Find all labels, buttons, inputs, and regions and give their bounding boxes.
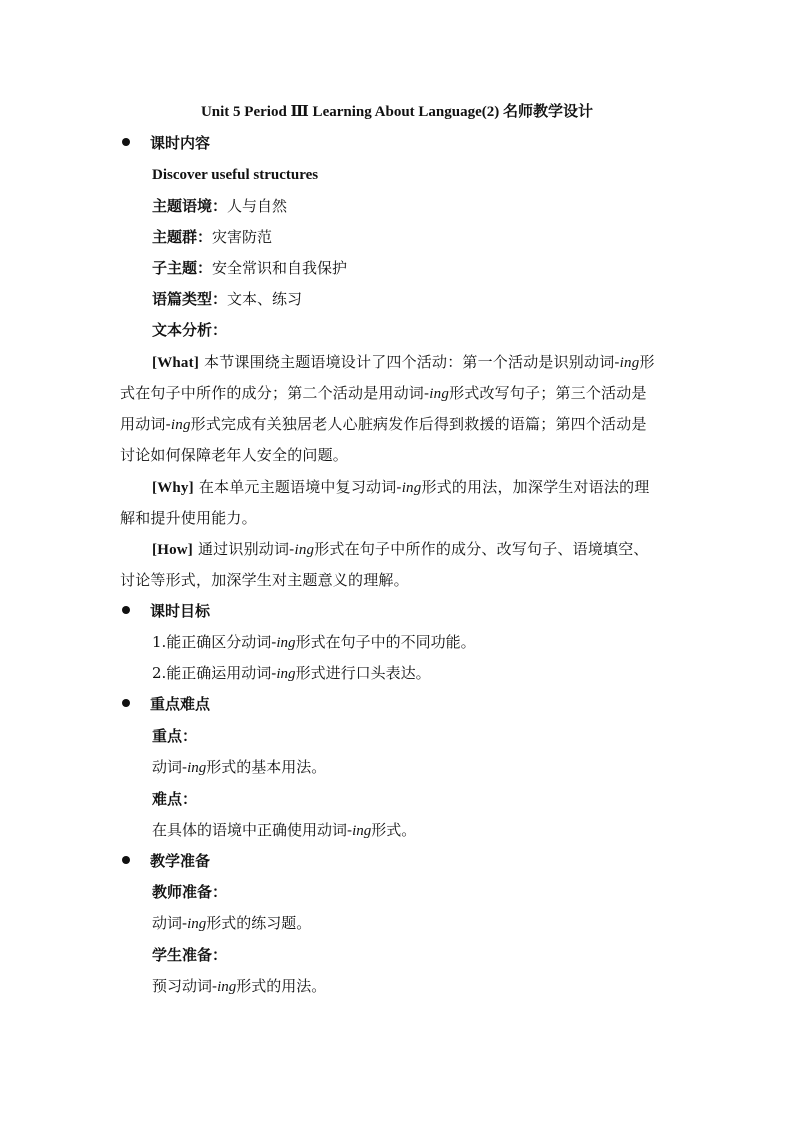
bullet-icon [122,699,130,707]
student-prep-content: 预习动词-ing形式的用法。 [152,977,327,995]
key-content: 动词-ing形式的基本用法。 [152,758,327,776]
what-paragraph-line-4: 讨论如何保障老年人安全的问题。 [120,446,349,464]
theme-group-line: 主题群：灾害防范 [152,228,273,246]
why-paragraph-line-1: [Why] 在本单元主题语境中复习动词-ing形式的用法，加深学生对语法的理 [152,478,650,496]
bullet-icon [122,856,130,864]
analysis-label: 文本分析： [152,321,228,339]
how-paragraph-line-2: 讨论等形式，加深学生对主题意义的理解。 [120,571,409,589]
what-paragraph-line-2: 式在句子中所作的成分；第二个活动是用动词-ing形式改写句子；第三个活动是 [120,384,647,402]
what-paragraph-line-3: 用动词-ing形式完成有关独居老人心脏病发作后得到救援的语篇；第四个活动是 [120,415,647,433]
theme-context-line: 主题语境：人与自然 [152,197,288,215]
sub-theme-line: 子主题：安全常识和自我保护 [152,259,348,277]
section-goals-heading: 课时目标 [122,601,210,621]
discover-line: Discover useful structures [152,167,319,183]
key-label: 重点： [152,727,198,745]
section-content-heading: 课时内容 [122,133,210,153]
goal-item-2: 2.能正确运用动词-ing形式进行口头表达。 [152,664,431,682]
difficulty-content: 在具体的语境中正确使用动词-ing形式。 [152,821,417,839]
section-prep-heading: 教学准备 [122,851,210,871]
goal-item-1: 1.能正确区分动词-ing形式在句子中的不同功能。 [152,633,476,651]
text-type-line: 语篇类型：文本、练习 [152,290,303,308]
student-prep-label: 学生准备： [152,946,228,964]
teacher-prep-label: 教师准备： [152,883,228,901]
difficulty-label: 难点： [152,790,198,808]
how-paragraph-line-1: [How] 通过识别动词-ing形式在句子中所作的成分、改写句子、语境填空、 [152,540,649,558]
bullet-icon [122,138,130,146]
what-paragraph-line-1: [What] 本节课围绕主题语境设计了四个活动：第一个活动是识别动词-ing形 [152,353,655,371]
teacher-prep-content: 动词-ing形式的练习题。 [152,914,312,932]
why-paragraph-line-2: 解和提升使用能力。 [120,509,257,527]
section-key-heading: 重点难点 [122,694,210,714]
bullet-icon [122,606,130,614]
document-title: Unit 5 Period Ⅲ Learning About Language(2) 名师教学设计 [200,104,594,120]
